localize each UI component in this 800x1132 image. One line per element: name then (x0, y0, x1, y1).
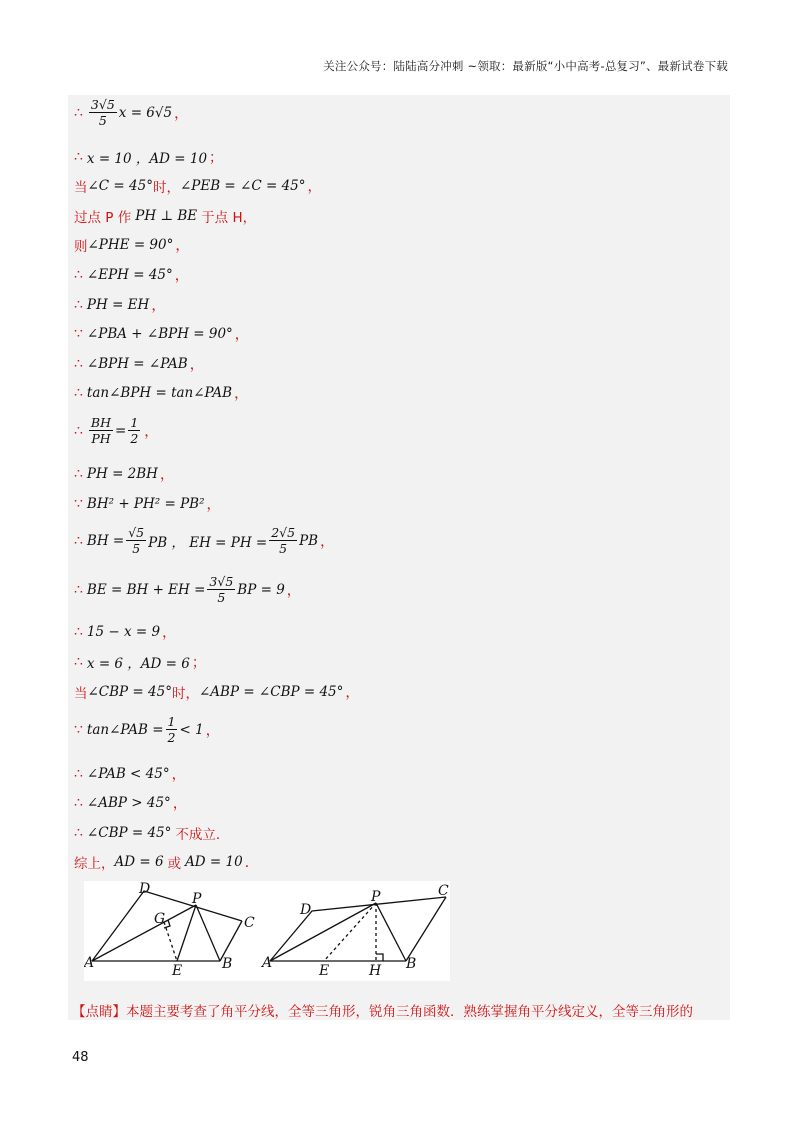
page-header: 关注公众号：陆陆高分冲刺 ~领取：最新版“小中高考-总复习”、最新试卷下载 (323, 59, 728, 73)
solution-line-21: ∴ ∠ABP > 45° ， (74, 795, 187, 812)
therefore-symbol: ∴ (74, 149, 83, 165)
solution-line-22: ∴ ∠CBP = 45° 不成立． (74, 825, 230, 843)
right-label-C: C (438, 883, 449, 899)
left-label-B: B (222, 956, 233, 972)
geometry-diagrams (84, 881, 450, 981)
left-label-D: D (139, 881, 151, 897)
left-label-A: A (84, 955, 95, 971)
page-number: 48 (72, 1050, 89, 1065)
right-label-E: E (319, 963, 330, 979)
right-right-angle-H (376, 954, 383, 961)
left-label-G: G (154, 911, 166, 927)
solution-line-6: ∴ ∠EPH = 45° ， (74, 267, 189, 284)
left-label-C: C (244, 915, 255, 931)
fraction: $\frac{3√5}{5}$ (90, 97, 115, 128)
right-label-P: P (371, 889, 381, 905)
solution-line-14: ∴ BH = $\frac{√5}{5}$ PB ， EH = PH = $\frac{2√5}{5}$ PB ， (74, 525, 335, 556)
solution-line-2: ∴ x = 10 ，AD = 10 ； (74, 149, 224, 167)
left-label-P: P (192, 891, 202, 907)
solution-line-11: ∴ $\frac{BH}{PH}$ = $\frac{1}{2}$ ， (74, 415, 159, 446)
right-label-H: H (369, 963, 382, 979)
math-expression: x = 6√5 (118, 104, 173, 121)
right-segment-BC (406, 897, 446, 961)
solution-line-4: 过点 P 作 PH ⊥ BE 于点 H， (74, 208, 257, 226)
solution-line-23: 综上， AD = 6 或 AD = 10 ． (74, 854, 259, 872)
right-label-D: D (300, 902, 312, 918)
left-line-A-D-C (92, 891, 242, 961)
right-segment-PB (376, 903, 406, 961)
right-dashed-PE (324, 903, 376, 961)
solution-line-10: ∴ tan∠BPH = tan∠PAB ， (74, 385, 249, 402)
solution-content (68, 95, 730, 1020)
solution-line-5: 则 ∠PHE = 90° ， (74, 237, 190, 255)
right-segment-AP (270, 903, 376, 961)
solution-line-16: ∴ 15 − x = 9 ， (74, 624, 177, 641)
solution-line-19: ∵ tan∠PAB = $\frac{1}{2}$ < 1 ， (74, 714, 220, 745)
because-symbol: ∵ (74, 326, 83, 342)
solution-line-8: ∵ ∠PBA + ∠BPH = 90° ， (74, 326, 249, 343)
math-expression: x = 10 ，AD = 10 (86, 151, 208, 167)
left-label-E: E (172, 963, 183, 979)
solution-line-13: ∵ BH² + PH² = PB² ， (74, 496, 221, 513)
solution-line-12: ∴ PH = 2BH ， (74, 466, 174, 483)
therefore-symbol: ∴ (74, 104, 83, 121)
solution-line-7: ∴ PH = EH ， (74, 297, 166, 314)
solution-line-18: 当 ∠CBP = 45° 时， ∠ABP = ∠CBP = 45° ， (74, 684, 360, 702)
solution-line-1: ∴ $\frac{3√5}{5}$ x = 6√5 ， (74, 97, 189, 128)
solution-line-20: ∴ ∠PAB < 45° ， (74, 766, 186, 783)
left-segment-BC (220, 921, 242, 961)
geometry-figure (84, 881, 450, 981)
solution-line-9: ∴ ∠BPH = ∠PAB ， (74, 356, 204, 373)
solution-line-3: 当 ∠C = 45° 时， ∠PEB = ∠C = 45° ， (74, 178, 322, 196)
right-line-A-D-C (270, 897, 446, 961)
solution-line-15: ∴ BE = BH + EH = $\frac{3√5}{5}$ BP = 9 ， (74, 574, 301, 605)
right-label-B: B (406, 956, 417, 972)
solution-line-17: ∴ x = 6 ，AD = 6 ； (74, 654, 206, 672)
right-label-A: A (262, 955, 273, 971)
key-point-note: 【点睛】本题主要考查了角平分线，全等三角形，锐角三角函数．熟练掌握角平分线定义，全等三角形的 (72, 1004, 693, 1020)
